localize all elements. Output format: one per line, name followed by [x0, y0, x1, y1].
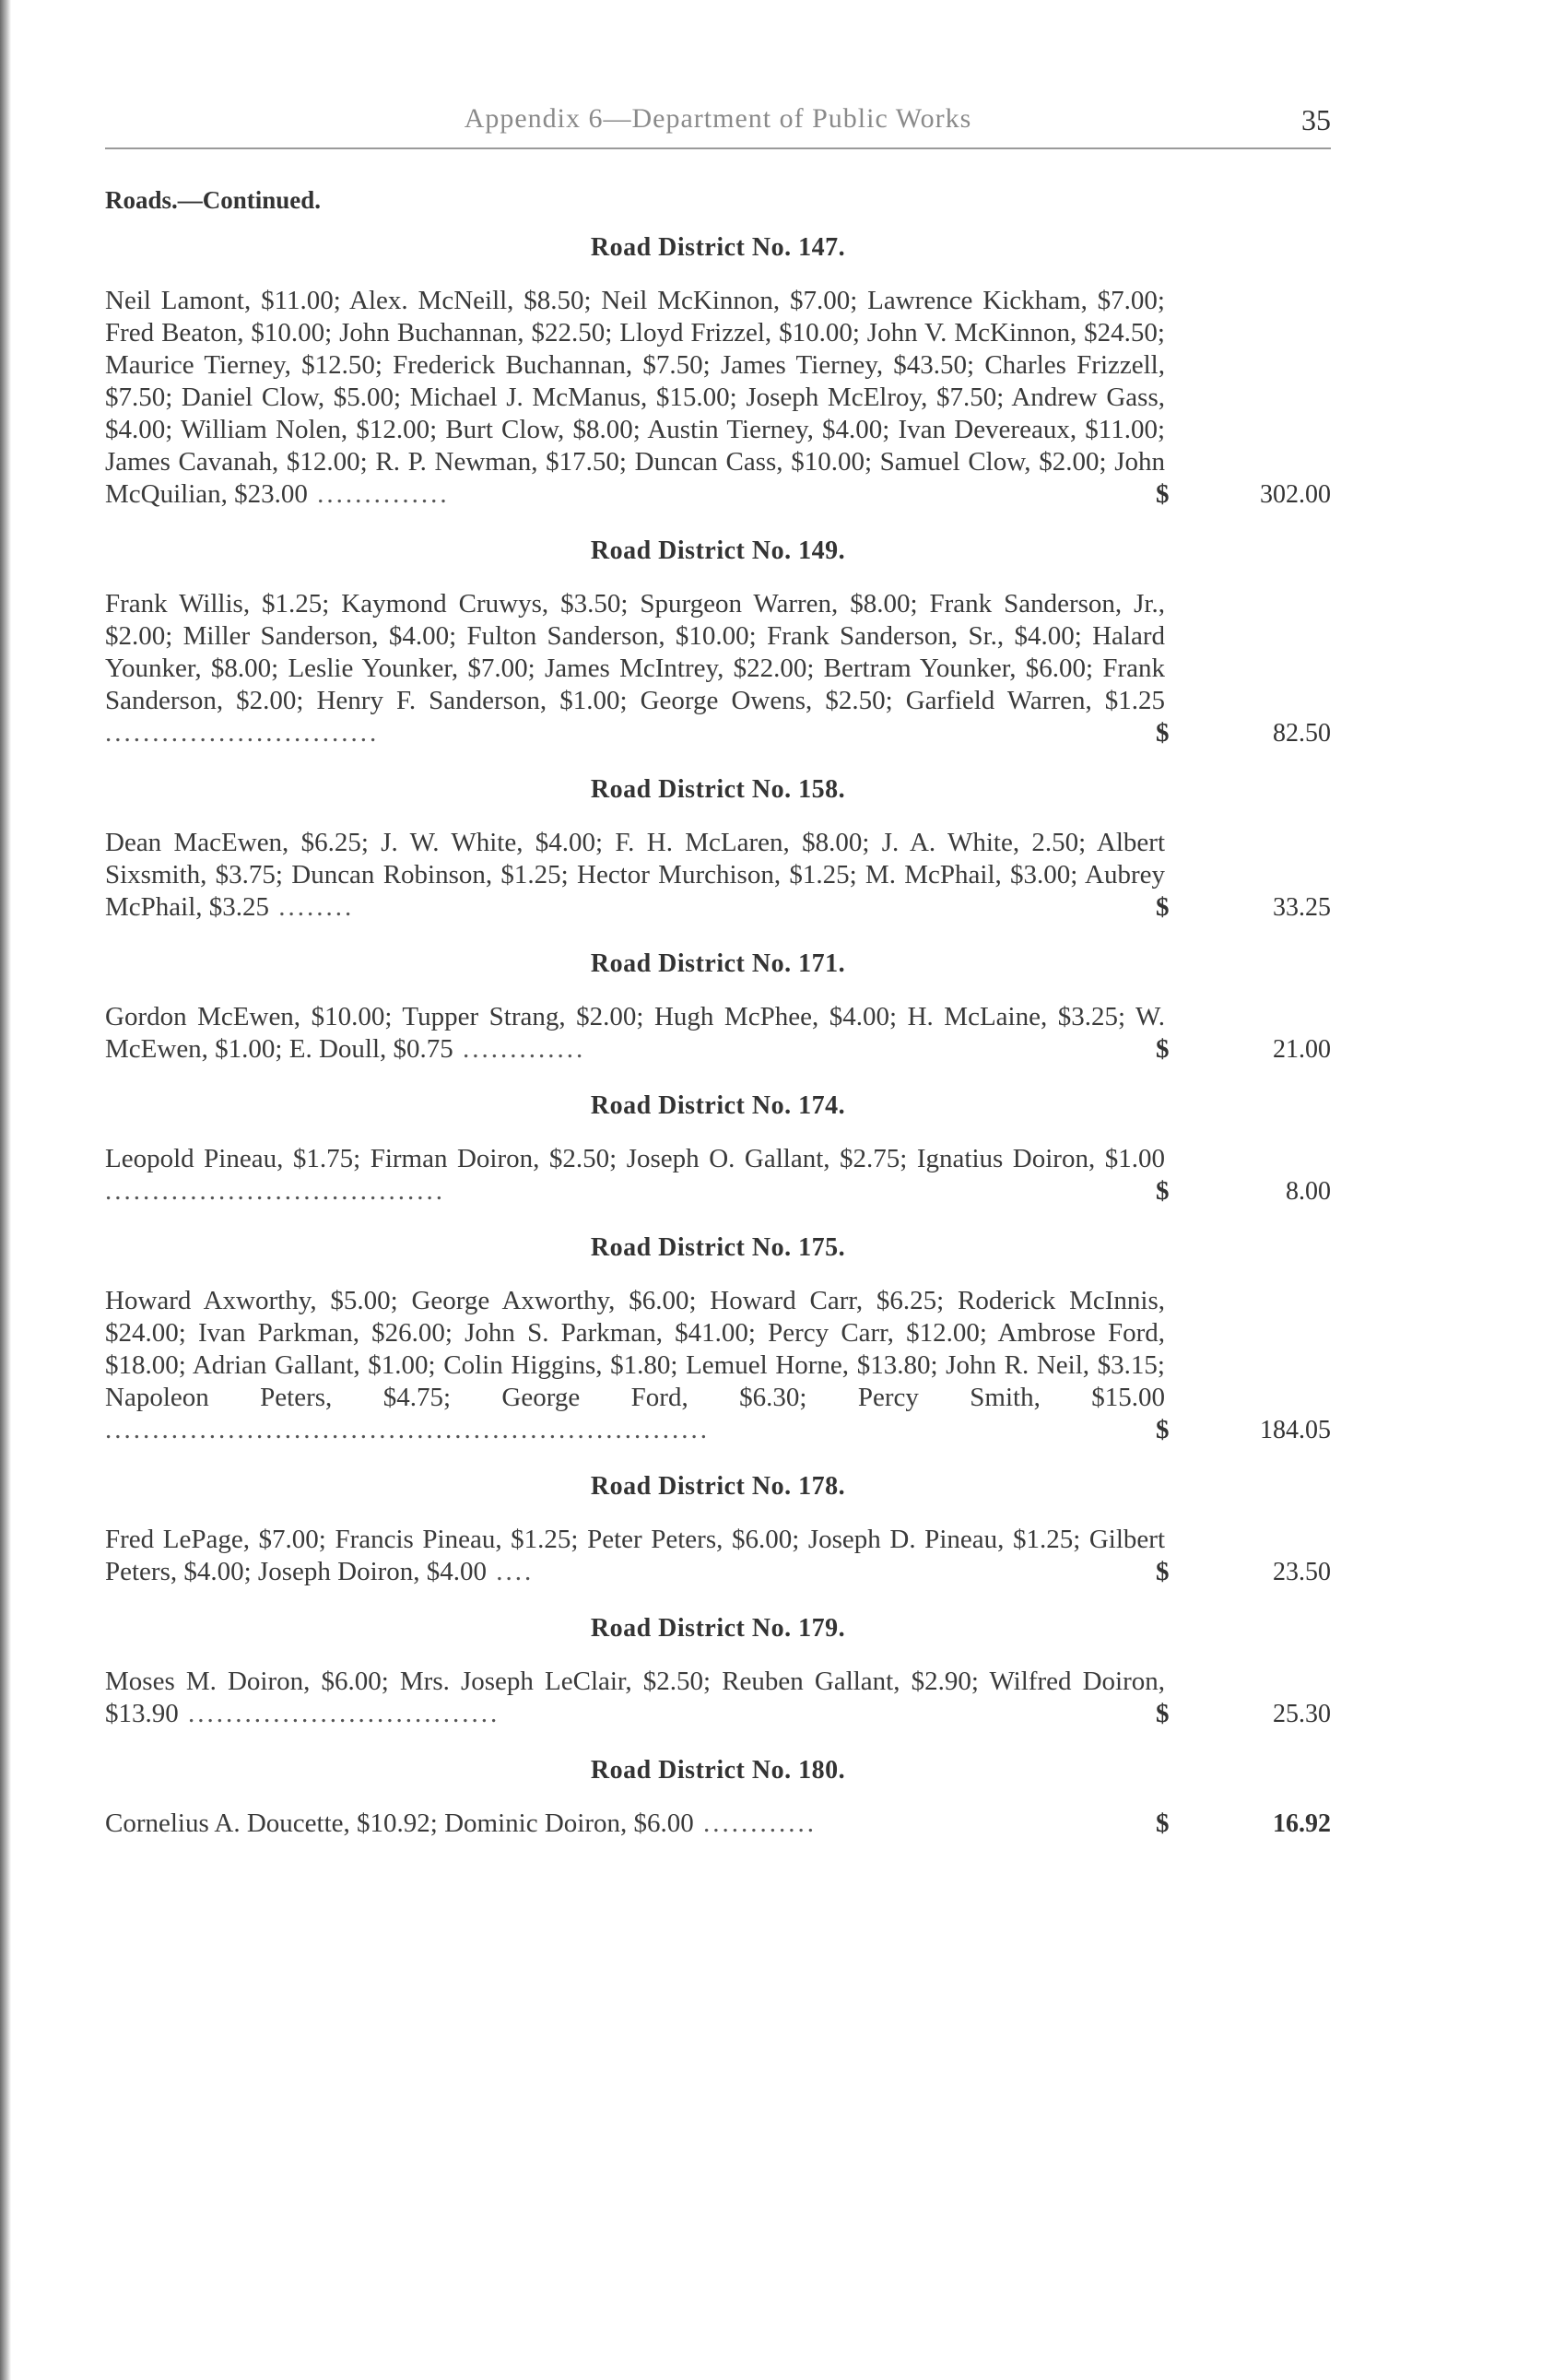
- road-district-175: [105, 1233, 1331, 1446]
- road-district-174: [105, 1091, 1331, 1208]
- payees-text: Gordon McEwen, $10.00; Tupper Strang, $2.00; Hugh McPhee, $4.00; H. McLaine, $3.25; W. McEwen, $1.00; E. Doull, $0.75: [105, 1002, 1165, 1064]
- district-total: 33.25: [1273, 893, 1331, 922]
- district-total: 82.50: [1273, 719, 1331, 748]
- currency-sign: $: [1156, 1557, 1170, 1586]
- district-row: [105, 1524, 1331, 1588]
- dot-leaders: ..............: [307, 479, 450, 509]
- district-row: [105, 1001, 1331, 1066]
- district-total: 25.30: [1273, 1700, 1331, 1728]
- currency-sign: $: [1156, 1699, 1170, 1728]
- district-payees: [105, 285, 1165, 511]
- currency-sign: $: [1156, 479, 1170, 509]
- payees-text: Neil Lamont, $11.00; Alex. McNeill, $8.50; Neil McKinnon, $7.00; Lawrence Kickham, $7.00; Fred Beaton, $10.00; John Buchannan, $22.50; Lloyd Frizzel, $10.00; John V. McKinnon, $24.50; Maurice Tierney, $12.50; Frederick Buchannan, $7.50; James Tierney, $43.50; Charles Frizzell, $7.50; Daniel Clow, $5.00; Michael J. McManus, $15.00; Joseph McElroy, $7.50; Andrew Gass, $4.00; William Nolen, $12.00; Burt Clow, $8.00; Austin Tierney, $4.00; Ivan Devereaux, $11.00; James Cavanah, $12.00; R. P. Newman, $17.50; Duncan Cass, $10.00; Samuel Clow, $2.00; John McQuilian, $23.00: [105, 286, 1165, 509]
- dot-leaders: ................................................................: [105, 1415, 710, 1444]
- payees-text: Cornelius A. Doucette, $10.92; Dominic Doiron, $6.00: [105, 1809, 694, 1838]
- district-total: 184.05: [1260, 1416, 1331, 1444]
- district-payees: [105, 1524, 1165, 1588]
- section-continued-label: Roads.—Continued.: [105, 186, 322, 214]
- district-row: [105, 1808, 1331, 1840]
- district-row: [105, 1666, 1331, 1730]
- dot-leaders: .............: [453, 1034, 586, 1064]
- district-heading: Road District No. 149.: [590, 536, 846, 565]
- district-total: 8.00: [1286, 1177, 1331, 1206]
- district-row: [105, 1285, 1331, 1446]
- district-payees: [105, 1143, 1165, 1208]
- district-heading: Road District No. 174.: [590, 1091, 846, 1120]
- currency-sign: $: [1156, 1415, 1170, 1444]
- road-district-180: [105, 1756, 1331, 1840]
- district-row: [105, 1143, 1331, 1208]
- running-title: Appendix 6—Department of Public Works: [464, 103, 972, 134]
- district-heading: Road District No. 178.: [590, 1472, 846, 1501]
- dot-leaders: .............................: [105, 718, 380, 748]
- dot-leaders: .................................: [178, 1699, 500, 1728]
- currency-sign: $: [1156, 892, 1170, 922]
- payees-text: Frank Willis, $1.25; Kaymond Cruwys, $3.50; Spurgeon Warren, $8.00; Frank Sanderson, Jr., $2.00; Miller Sanderson, $4.00; Fulton Sanderson, $10.00; Frank Sanderson, Sr., $4.00; Halard Younker, $8.00; Leslie Younker, $7.00; James McIntrey, $22.00; Bertram Younker, $6.00; Frank Sanderson, $2.00; Henry F. Sanderson, $1.00; George Owens, $2.50; Garfield Warren, $1.25: [105, 589, 1165, 715]
- payees-text: Leopold Pineau, $1.75; Firman Doiron, $2.50; Joseph O. Gallant, $2.75; Ignatius Doiron, $1.00: [105, 1144, 1165, 1173]
- district-payees: [105, 588, 1165, 749]
- road-district-179: [105, 1614, 1331, 1730]
- district-row: [105, 588, 1331, 749]
- currency-sign: $: [1156, 1176, 1170, 1206]
- district-total: 16.92: [1273, 1809, 1331, 1838]
- district-heading: Road District No. 175.: [590, 1233, 846, 1262]
- payees-text: Howard Axworthy, $5.00; George Axworthy, $6.00; Howard Carr, $6.25; Roderick McInnis, $24.00; Ivan Parkman, $26.00; John S. Parkman, $41.00; Percy Carr, $12.00; Ambrose Ford, $18.00; Adrian Gallant, $1.00; Colin Higgins, $1.80; Lemuel Horne, $13.80; John R. Neil, $3.15; Napoleon Peters, $4.75; George Ford, $6.30; Percy Smith, $15.00: [105, 1286, 1165, 1412]
- district-heading: Road District No. 147.: [590, 233, 846, 262]
- district-heading: Road District No. 179.: [590, 1614, 846, 1643]
- currency-sign: $: [1156, 1034, 1170, 1064]
- district-payees: [105, 827, 1165, 924]
- currency-sign: $: [1156, 1809, 1170, 1838]
- district-total: 23.50: [1273, 1558, 1331, 1586]
- district-heading: Road District No. 158.: [590, 775, 846, 804]
- dot-leaders: ....: [487, 1557, 535, 1586]
- road-district-171: [105, 949, 1331, 1066]
- running-header: [105, 92, 1331, 149]
- payees-text: Fred LePage, $7.00; Francis Pineau, $1.25; Peter Peters, $6.00; Joseph D. Pineau, $1.25; Gilbert Peters, $4.00; Joseph Doiron, $4.00: [105, 1525, 1165, 1586]
- district-payees: [105, 1808, 1165, 1840]
- dot-leaders: ....................................: [105, 1176, 445, 1206]
- currency-sign: $: [1156, 718, 1170, 748]
- district-total: 302.00: [1260, 480, 1331, 509]
- payees-text: Moses M. Doiron, $6.00; Mrs. Joseph LeClair, $2.50; Reuben Gallant, $2.90; Wilfred Doiron, $13.90: [105, 1667, 1165, 1728]
- district-payees: [105, 1001, 1165, 1066]
- dot-leaders: ........: [269, 892, 355, 922]
- document-page: [105, 92, 1331, 1840]
- dot-leaders: ............: [693, 1809, 817, 1838]
- district-payees: [105, 1285, 1165, 1446]
- road-district-178: [105, 1472, 1331, 1588]
- page-number: 35: [1301, 103, 1331, 136]
- road-district-147: [105, 233, 1331, 511]
- road-district-158: [105, 775, 1331, 924]
- payees-text: Dean MacEwen, $6.25; J. W. White, $4.00; F. H. McLaren, $8.00; J. A. White, 2.50; Albert Sixsmith, $3.75; Duncan Robinson, $1.25; Hector Murchison, $1.25; M. McPhail, $3.00; Aubrey McPhail, $3.25: [105, 828, 1165, 922]
- binding-edge: [0, 0, 11, 2380]
- district-payees: [105, 1666, 1165, 1730]
- district-heading: Road District No. 171.: [590, 949, 846, 978]
- road-district-149: [105, 536, 1331, 749]
- district-total: 21.00: [1273, 1035, 1331, 1064]
- district-row: [105, 827, 1331, 924]
- district-heading: Road District No. 180.: [590, 1756, 846, 1785]
- district-row: [105, 285, 1331, 511]
